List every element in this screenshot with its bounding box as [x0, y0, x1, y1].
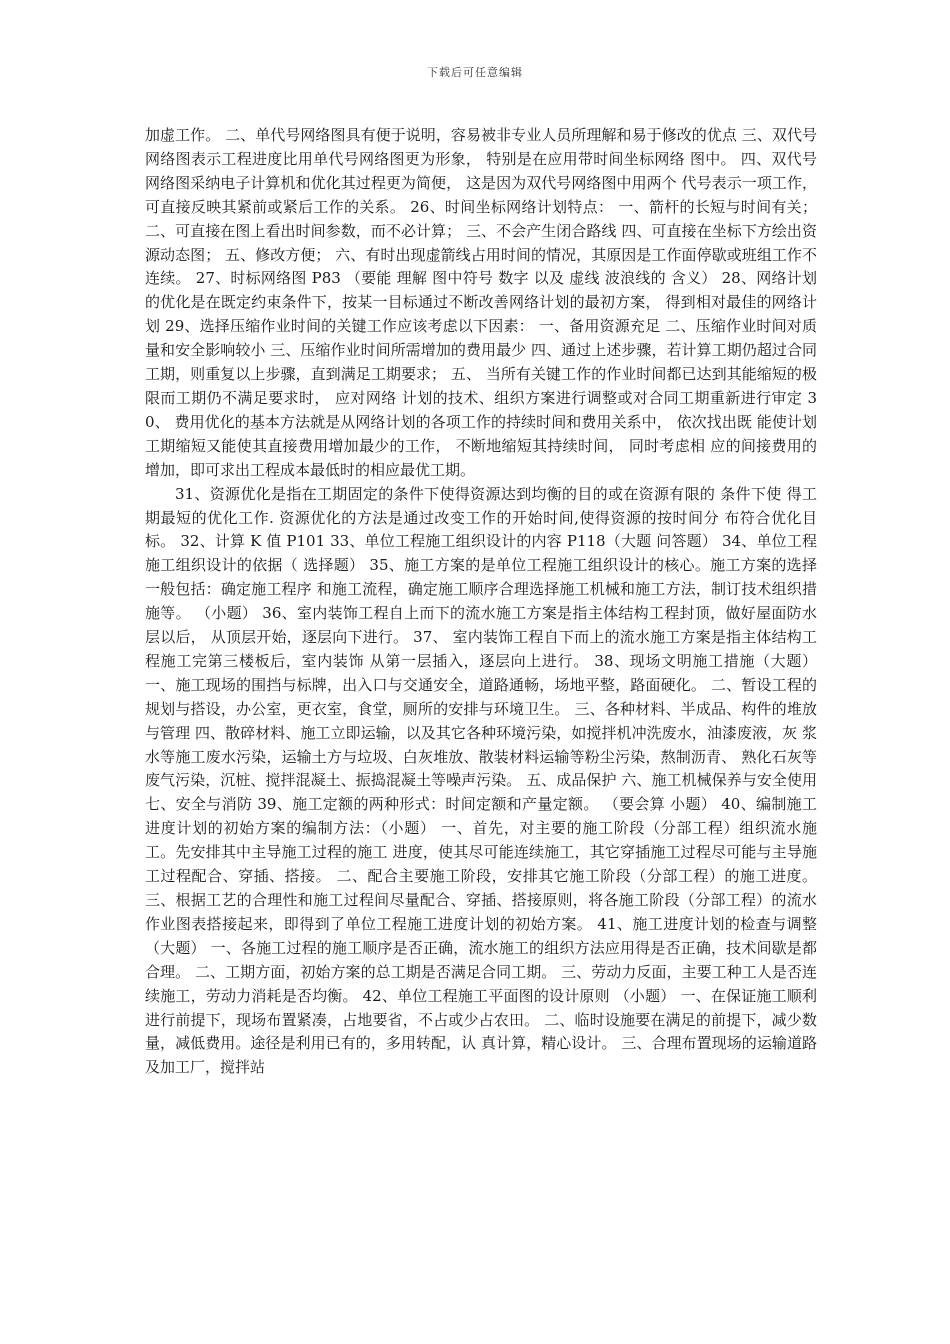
document-body — [145, 124, 817, 1080]
paragraph-1: 加虚工作。 二、单代号网络图具有便于说明，容易被非专业人员所理解和易于修改的优点 三、双代号网络图表示工程进度比用单代号网络图更为形象， 特别是在应用带时间坐标网络 图中。 四、双代号网络图采纳电子计算机和优化其过程更为简便， 这是因为双代号网络图中用两个 代号表示一项工作，可直接反映其紧前或紧后工作的关系。 26、时间坐标网络计划特点： 一、箭杆的长短与时间有关； 二、可直接在图上看出时间参数，而不必计算； 三、不会产生闭合路线 四、可直接在坐标下方绘出资源动态图； 五、修改方便； 六、有时出现虚箭线占用时间的情况，其原因是工作面停歇或班组工作不连续。 27、时标网络图 P83 （要能 理解 图中符号 数字 以及 虚线 波浪线的 含义） 28、网络计划的优化是在既定约束条件下，按某一目标通过不断改善网络计划的最初方案， 得到相对最佳的网络计划 29、选择压缩作业时间的关键工作应该考虑以下因素： 一、备用资源充足 二、压缩作业时间对质量和安全影响较小 三、压缩作业时间所需增加的费用最少 四、通过上述步骤，若计算工期仍超过合同工期，则重复以上步骤，直到满足工期要求； 五、 当所有关键工作的作业时间都已达到其能缩短的极限而工期仍不满足要求时， 应对网络 计划的技术、组织方案进行调整或对合同工期重新进行审定 30、 费用优化的基本方法就是从网络计划的各项工作的持续时间和费用关系中， 依次找出既 能使计划工期缩短又能使其直接费用增加最少的工作， 不断地缩短其持续时间， 同时考虑相 应的间接费用的增加，即可求出工程成本最低时的相应最优工期。 — [145, 126, 817, 479]
page-header: 下载后可任意编辑 — [427, 66, 523, 79]
paragraph-2: 31、资源优化是指在工期固定的条件下使得资源达到均衡的目的或在资源有限的 条件下使 得工期最短的优化工作. 资源优化的方法是通过改变工作的开始时间,使得资源的按时间分 布符合优化目标。 32、计算 K 值 P101 33、单位工程施工组织设计的内容 P118（大题 问答题） 34、单位工程施工组织设计的依据（ 选择题） 35、施工方案的是单位工程施工组织设计的核心。施工方案的选择一般包括：确定施工程序 和施工流程，确定施工顺序合理选择施工机械和施工方法，制订技术组织措施等。 （小题） 36、室内装饰工程自上而下的流水施工方案是指主体结构工程封顶，做好屋面防水层以后， 从顶层开始，逐层向下进行。 37、 室内装饰工程自下而上的流水施工方案是指主体结构工程施工完第三楼板后，室内装饰 从第一层插入，逐层向上进行。 38、现场文明施工措施（大题） 一、施工现场的围挡与标牌，出入口与交通安全，道路通畅，场地平整，路面硬化。 二、暂设工程的规划与搭设，办公室，更衣室，食堂，厕所的安排与环境卫生。 三、各种材料、半成品、构件的堆放与管理 四、散碎材料、施工立即运输，以及其它各种环境污染，如搅拌机冲洗废水，油漆废液，灰 浆水等施工废水污染，运输土方与垃圾、白灰堆放、散装材料运输等粉尘污染，熬制沥青、 熟化石灰等废气污染，沉桩、搅拌混凝土、振捣混凝土等噪声污染。 五、成品保护 六、施工机械保养与安全使用 七、安全与消防 39、施工定额的两种形式：时间定额和产量定额。 （要会算 小题） 40、编制施工进度计划的初始方案的编制方法：（小题） 一、首先，对主要的施工阶段（分部工程）组织流水施工。先安排其中主导施工过程的施工 进度，使其尽可能连续施工，其它穿插施工过程尽可能与主导施工过程配合、穿插、搭接。 二、配合主要施工阶段，安排其它施工阶段（分部工程）的施工进度。 三、根据工艺的合理性和施工过程间尽量配合、穿插、搭接原则，将各施工阶段（分部工程）的流水作业图表搭接起来，即得到了单位工程施工进度计划的初始方案。 41、施工进度计划的检查与调整 （大题） 一、各施工过程的施工顺序是否正确，流水施工的组织方法应用得是否正确，技术间歇是都 合理。 二、工期方面，初始方案的总工期是否满足合同工期。 三、劳动力反面，主要工种工人是否连续施工，劳动力消耗是否均衡。 42、单位工程施工平面图的设计原则 （小题） 一、在保证施工顺利进行前提下，现场布置紧凑，占地要省，不占或少占农田。 二、临时设施要在满足的前提下，减少数量，减低费用。途径是利用已有的，多用转配，认 真计算，精心设计。 三、合理布置现场的运输道路及加工厂，搅拌站 — [145, 484, 817, 1077]
